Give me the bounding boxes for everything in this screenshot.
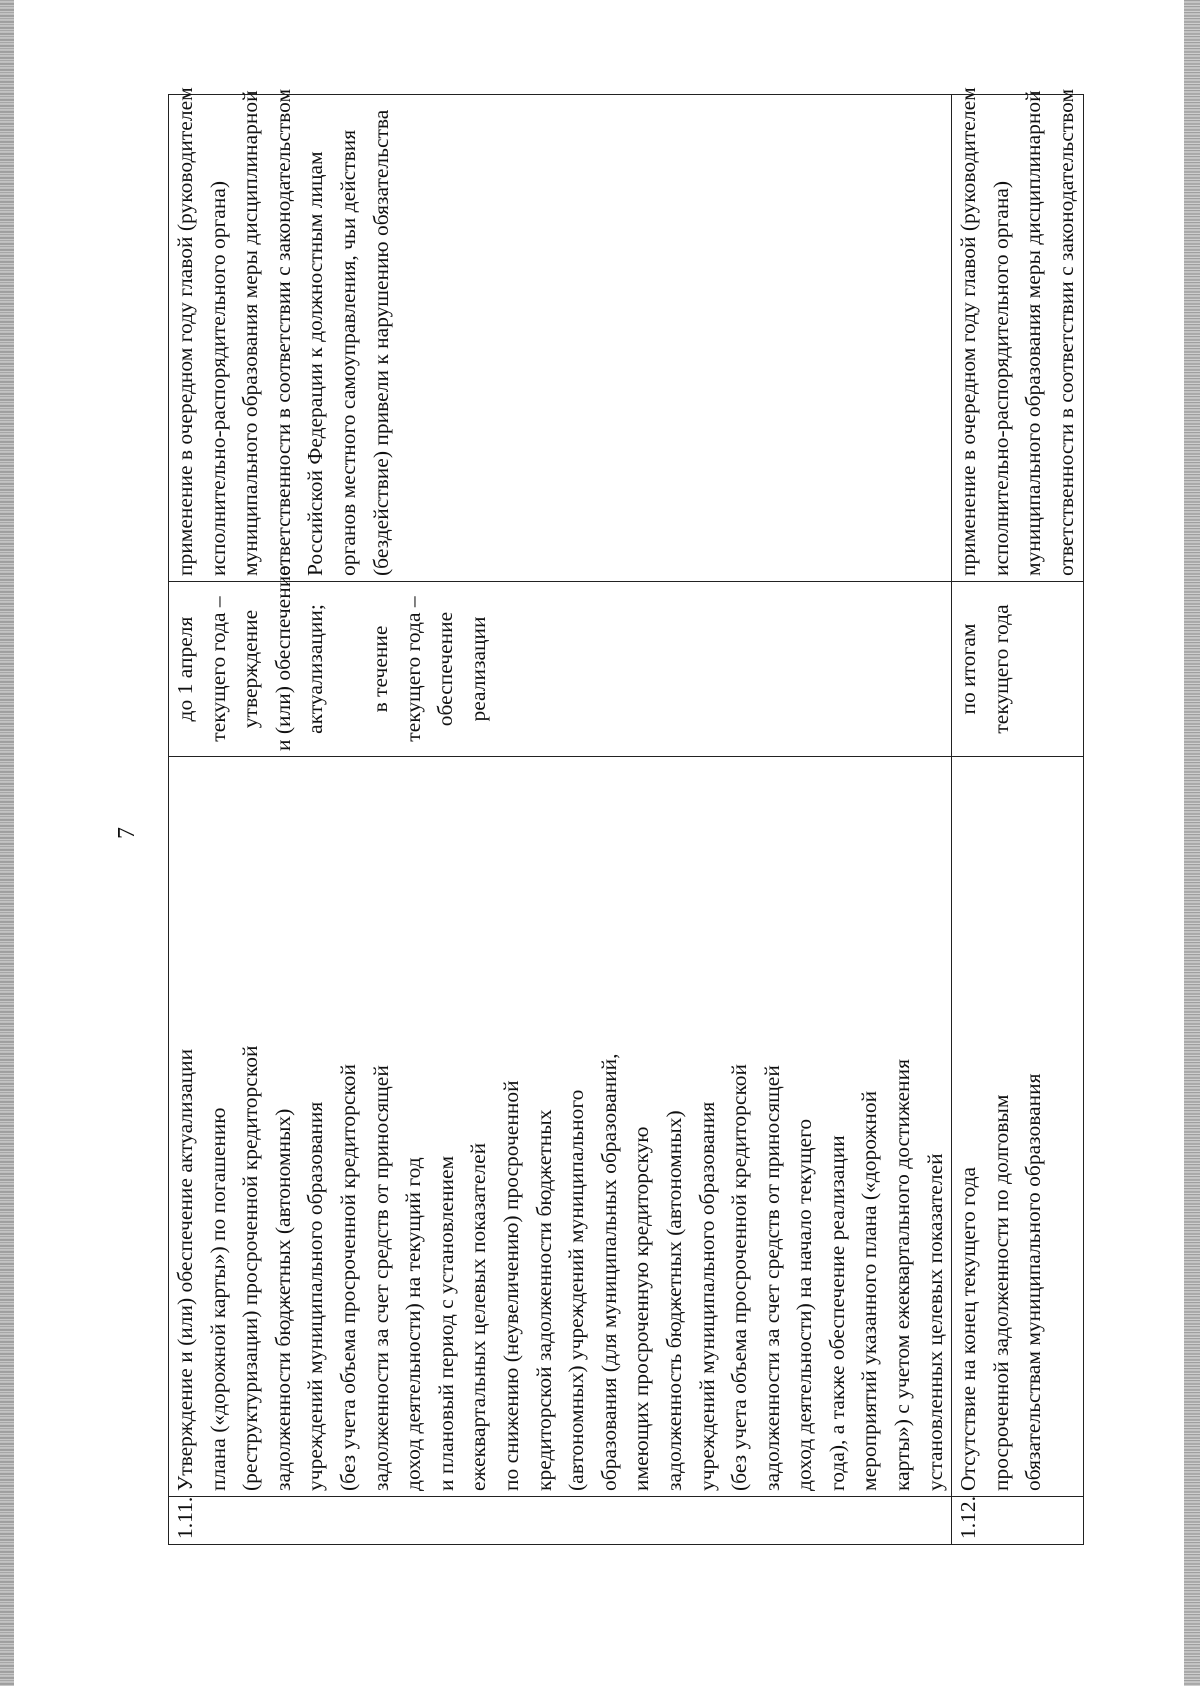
measure-line: доход деятельности) на начало текущего	[792, 1118, 817, 1491]
measure-line: задолженности за счет средств от приносящей	[759, 1065, 784, 1491]
table-row	[952, 95, 1083, 1545]
responsibility-line: муниципального образования меры дисциплинарной	[238, 90, 263, 576]
responsibility-line: Российской Федерации к должностным лицам	[303, 151, 328, 576]
deadline-cell	[952, 582, 1083, 757]
measure-line: имеющих просроченную кредиторскую	[629, 1126, 654, 1491]
deadline-line: текущего года –	[205, 596, 230, 742]
deadline-line: по итогам	[956, 623, 981, 715]
measure-line: ежеквартальных целевых показателей	[466, 1142, 491, 1491]
deadline-line: в течение	[367, 625, 392, 713]
measure-line: установленных целевых показателей	[922, 1153, 947, 1491]
measure-line: задолженности бюджетных (автономных)	[270, 1108, 295, 1491]
table-wrapper	[168, 87, 1079, 1545]
row-number: 1.11.	[169, 1497, 952, 1545]
measure-line: задолженности за счет средств от приносящей	[368, 1065, 393, 1491]
measure-cell	[952, 757, 1083, 1497]
measure-line: (без учета объема просроченной кредиторской	[335, 1063, 360, 1491]
responsibility-cell	[169, 87, 952, 582]
measure-line: и плановый период с установлением	[433, 1155, 458, 1491]
scan-edge-right	[1184, 0, 1200, 1686]
obligations-table	[168, 87, 1084, 1545]
responsibility-line: применение в очередном году главой (руководителем	[956, 87, 981, 576]
measure-line: по снижению (неувеличению) просроченной	[498, 1080, 523, 1491]
measure-line: задолженность бюджетных (автономных)	[661, 1110, 686, 1491]
scan-edge-left	[0, 0, 14, 1686]
deadline-line: реализации	[465, 616, 490, 722]
deadline-cell	[169, 566, 952, 757]
deadline-line: и (или) обеспечение	[270, 566, 295, 751]
measure-line: мероприятий указанного плана («дорожной	[857, 1090, 882, 1491]
responsibility-line: исполнительно-распорядительного органа)	[988, 180, 1013, 576]
rotated-table-area	[168, 87, 1079, 1545]
responsibility-line: применение в очередном году главой (руководителем	[173, 87, 197, 576]
measure-line: кредиторской задолженности бюджетных	[531, 1109, 556, 1491]
measure-line: года), а также обеспечение реализации	[824, 1135, 849, 1491]
deadline-gap	[332, 587, 364, 751]
responsibility-line: муниципального образования меры дисциплинарной	[1021, 90, 1046, 576]
measure-line: просроченной задолженности по долговым	[988, 1094, 1013, 1491]
deadline-line: обеспечение	[433, 611, 458, 727]
measure-line: (реструктуризации) просроченной кредиторской	[238, 1045, 263, 1491]
measure-line: карты») с учетом ежеквартального достижения	[890, 1059, 915, 1491]
measure-cell	[169, 757, 952, 1497]
responsibility-line: ответственности в соответствии с законодательством	[1054, 88, 1079, 576]
measure-line: обязательствам муниципального образования	[1021, 1073, 1046, 1491]
deadline-line: до 1 апреля	[173, 616, 197, 722]
measure-line: доход деятельности) на текущий год	[401, 1157, 426, 1491]
responsibility-cell	[952, 87, 1083, 582]
deadline-line: утверждение	[238, 609, 263, 729]
table-row	[169, 95, 952, 1545]
measure-line: Утверждение и (или) обеспечение актуализации	[173, 1048, 197, 1491]
measure-line: плана («дорожной карты») по погашению	[205, 1107, 230, 1491]
deadline-line: текущего года –	[400, 596, 425, 742]
row-number: 1.12.	[952, 1497, 1083, 1545]
measure-line: (автономных) учреждений муниципального	[564, 1089, 589, 1491]
deadline-line: актуализации;	[303, 604, 328, 734]
deadline-line: текущего года	[988, 604, 1013, 734]
measure-line: учреждений муниципального образования	[303, 1101, 328, 1491]
measure-line: (без учета объема просроченной кредиторской	[727, 1063, 752, 1491]
responsibility-line: исполнительно-распорядительного органа)	[205, 180, 230, 576]
responsibility-line: органов местного самоуправления, чьи действия	[335, 129, 360, 576]
responsibility-line: (бездействие) привели к нарушению обязательства	[368, 109, 393, 576]
measure-line: образования (для муниципальных образований,	[596, 1053, 621, 1491]
page-number: 7	[114, 827, 140, 839]
measure-line: учреждений муниципального образования	[694, 1101, 719, 1491]
responsibility-line: ответственности в соответствии с законодательством	[270, 88, 295, 576]
measure-line: Отсутствие на конец текущего года	[956, 1166, 981, 1491]
